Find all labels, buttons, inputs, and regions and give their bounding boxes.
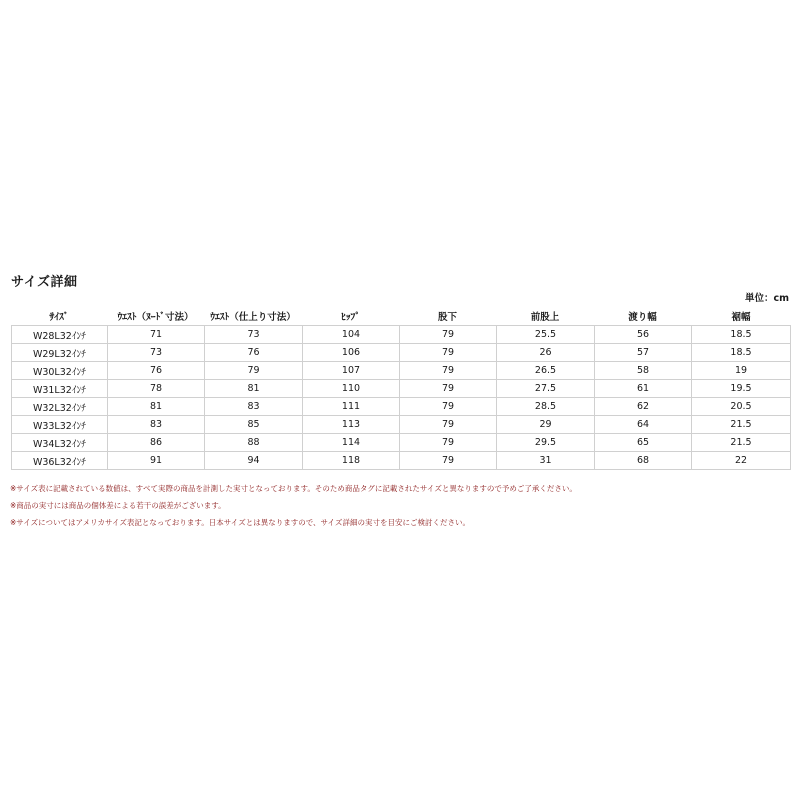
notes: [10, 484, 577, 535]
measurement-cell: 57: [594, 343, 691, 361]
size-cell: W29L32ｲﾝﾁ: [11, 343, 107, 361]
measurement-cell: 19: [691, 361, 791, 379]
measurement-cell: 79: [399, 451, 496, 470]
measurement-cell: 26.5: [496, 361, 594, 379]
measurement-cell: 83: [204, 397, 302, 415]
column-header: 裾幅: [731, 312, 751, 323]
note-individual-difference: ※商品の実寸には商品の個体差による若干の誤差がございます。: [10, 501, 226, 510]
measurement-cell: 76: [204, 343, 302, 361]
note-us-sizing: ※サイズについてはアメリカサイズ表記となっております。日本サイズとは異なりますので、サイズ詳細の実寸を目安にご検討ください。: [10, 518, 470, 527]
measurement-cell: 91: [107, 451, 204, 470]
measurement-cell: 94: [204, 451, 302, 470]
table-row: [11, 415, 791, 433]
column-header: ｳｴｽﾄ（ﾇｰﾄﾞ寸法）: [117, 312, 194, 323]
measurement-cell: 104: [302, 325, 399, 343]
size-cell: W30L32ｲﾝﾁ: [11, 361, 107, 379]
table-row: [11, 325, 791, 343]
measurement-cell: 85: [204, 415, 302, 433]
measurement-cell: 22: [691, 451, 791, 470]
measurement-cell: 27.5: [496, 379, 594, 397]
measurement-cell: 107: [302, 361, 399, 379]
measurement-cell: 21.5: [691, 433, 791, 451]
measurement-cell: 71: [107, 325, 204, 343]
measurement-cell: 20.5: [691, 397, 791, 415]
measurement-cell: 62: [594, 397, 691, 415]
measurement-cell: 58: [594, 361, 691, 379]
table-body: [11, 325, 791, 470]
size-cell: W31L32ｲﾝﾁ: [11, 379, 107, 397]
table-row: [11, 451, 791, 470]
measurement-cell: 28.5: [496, 397, 594, 415]
measurement-cell: 73: [204, 325, 302, 343]
measurement-cell: 113: [302, 415, 399, 433]
measurement-cell: 26: [496, 343, 594, 361]
size-cell: W36L32ｲﾝﾁ: [11, 451, 107, 470]
measurement-cell: 61: [594, 379, 691, 397]
measurement-cell: 81: [107, 397, 204, 415]
measurement-cell: 106: [302, 343, 399, 361]
measurement-cell: 18.5: [691, 325, 791, 343]
measurement-cell: 110: [302, 379, 399, 397]
column-header: 前股上: [530, 312, 560, 323]
size-cell: W32L32ｲﾝﾁ: [11, 397, 107, 415]
measurement-cell: 25.5: [496, 325, 594, 343]
size-cell: W34L32ｲﾝﾁ: [11, 433, 107, 451]
measurement-cell: 83: [107, 415, 204, 433]
measurement-cell: 21.5: [691, 415, 791, 433]
measurement-cell: 81: [204, 379, 302, 397]
column-header: 渡り幅: [628, 312, 657, 323]
measurement-cell: 111: [302, 397, 399, 415]
measurement-cell: 76: [107, 361, 204, 379]
measurement-cell: 114: [302, 433, 399, 451]
measurement-cell: 78: [107, 379, 204, 397]
table-header-row: [11, 307, 791, 325]
table-row: [11, 343, 791, 361]
table-row: [11, 397, 791, 415]
measurement-cell: 88: [204, 433, 302, 451]
size-cell: W28L32ｲﾝﾁ: [11, 325, 107, 343]
measurement-cell: 31: [496, 451, 594, 470]
page-title: サイズ詳細: [11, 275, 78, 290]
size-cell: W33L32ｲﾝﾁ: [11, 415, 107, 433]
size-table: [11, 307, 791, 470]
measurement-cell: 79: [399, 361, 496, 379]
column-header: ｳｴｽﾄ（仕上り寸法）: [210, 312, 296, 323]
measurement-cell: 73: [107, 343, 204, 361]
table-row: [11, 361, 791, 379]
measurement-cell: 68: [594, 451, 691, 470]
measurement-cell: 79: [399, 343, 496, 361]
measurement-cell: 79: [399, 433, 496, 451]
unit-label: 単位：cm: [744, 293, 789, 304]
measurement-cell: 29.5: [496, 433, 594, 451]
measurement-cell: 79: [399, 397, 496, 415]
measurement-cell: 79: [204, 361, 302, 379]
measurement-cell: 18.5: [691, 343, 791, 361]
measurement-cell: 79: [399, 325, 496, 343]
measurement-cell: 79: [399, 379, 496, 397]
measurement-cell: 64: [594, 415, 691, 433]
column-header: 股下: [437, 312, 457, 323]
measurement-cell: 65: [594, 433, 691, 451]
measurement-cell: 19.5: [691, 379, 791, 397]
measurement-cell: 86: [107, 433, 204, 451]
table-row: [11, 379, 791, 397]
column-header: ﾋｯﾌﾟ: [340, 312, 360, 323]
measurement-cell: 79: [399, 415, 496, 433]
measurement-cell: 56: [594, 325, 691, 343]
measurement-cell: 29: [496, 415, 594, 433]
table-row: [11, 433, 791, 451]
column-header: ｻｲｽﾞ: [49, 312, 69, 323]
measurement-cell: 118: [302, 451, 399, 470]
note-measurement: ※サイズ表に記載されている数値は、すべて実際の商品を計測した実寸となっております。そのため商品タグに記載されたサイズと異なりますので予めご了承ください。: [10, 484, 577, 493]
